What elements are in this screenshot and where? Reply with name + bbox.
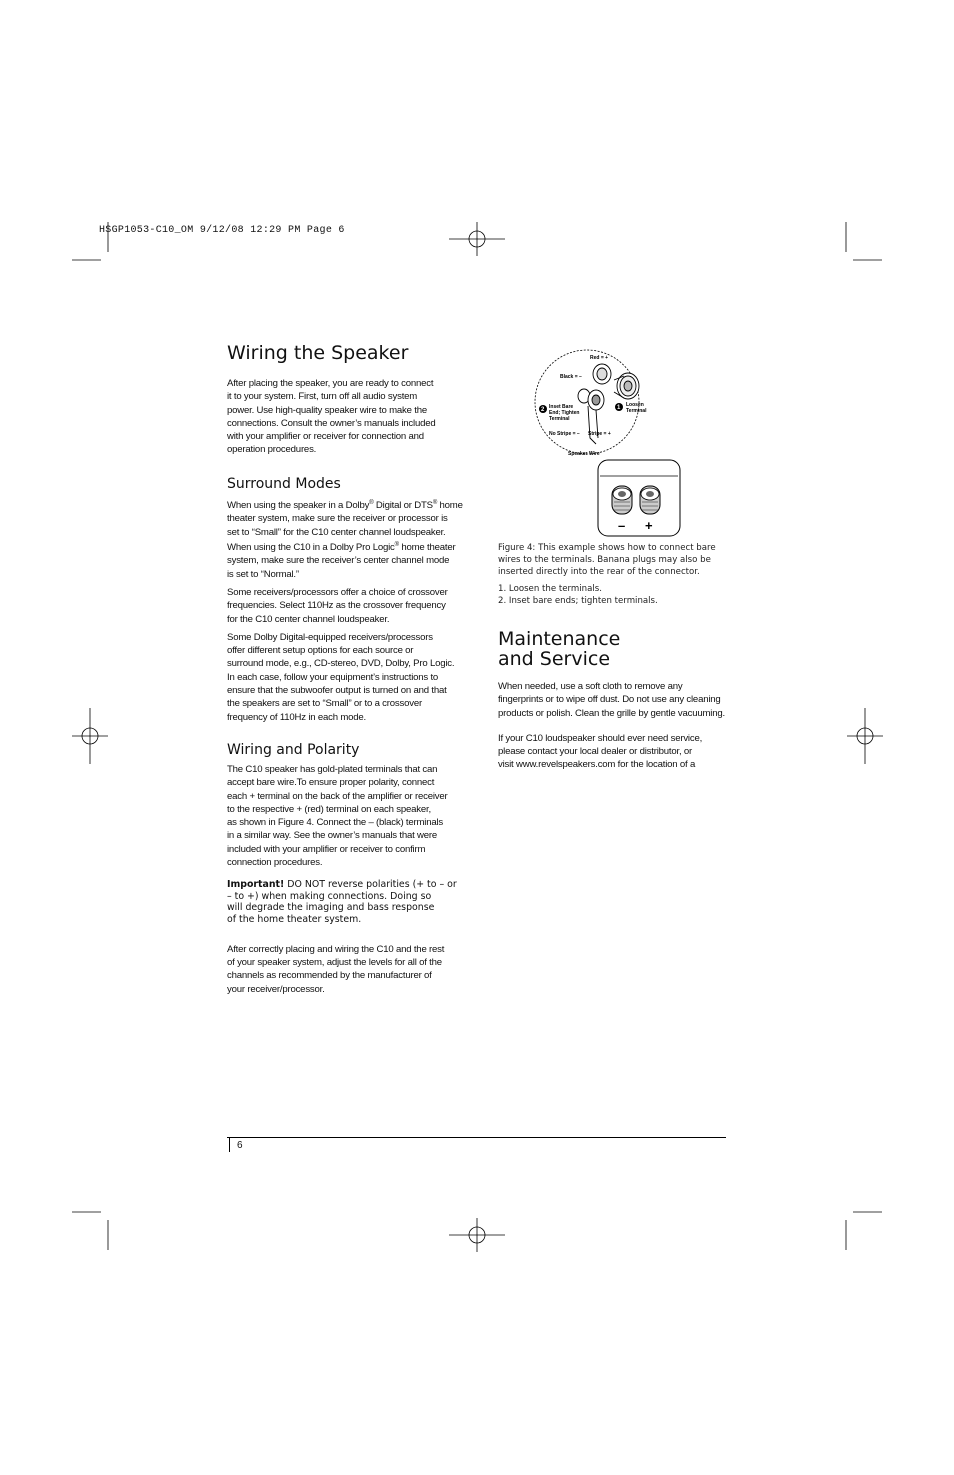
page-number: 6 xyxy=(237,1140,243,1151)
label-loosen: Terminal xyxy=(626,408,647,414)
text-line: If your C10 loudspeaker should ever need service, xyxy=(498,732,703,744)
step-line: 2. Inset bare ends; tighten terminals. xyxy=(498,596,658,606)
text-line: ensure that the subwoofer output is turned on and that xyxy=(227,685,447,697)
text-line: products or polish. Clean the grille by gentle vacuuming. xyxy=(498,707,725,719)
figure-4-diagram xyxy=(530,348,690,540)
text-span: Digital or DTS xyxy=(373,499,433,511)
text-line: set to “Small” for the C10 center channel loudspeaker. xyxy=(227,526,446,538)
text-line xyxy=(227,879,467,891)
text-line: your receiver/processor. xyxy=(227,983,325,995)
connector-plate xyxy=(598,460,680,536)
text-line: system, make sure the receiver’s center channel mode xyxy=(227,555,450,567)
levels-paragraph xyxy=(227,943,467,996)
text-line: as shown in Figure 4. Connect the – (black) terminals xyxy=(227,817,444,829)
text-line xyxy=(227,539,467,554)
text-line: is set to “Normal.” xyxy=(227,568,299,580)
text-line: operation procedures. xyxy=(227,444,317,456)
binding-post-minus xyxy=(612,486,632,514)
text-line: please contact your local dealer or distributor, or xyxy=(498,746,693,758)
maintenance-paragraph-2 xyxy=(498,732,738,772)
text-line: for the C10 center channel loudspeaker. xyxy=(227,613,390,625)
footer-tick xyxy=(229,1138,230,1152)
text-line: accept bare wire.To ensure proper polarity, connect xyxy=(227,777,435,789)
text-line: visit www.revelspeakers.com for the location of a xyxy=(498,759,696,771)
maintenance-section xyxy=(498,629,738,772)
print-slug: HSGP1053-C10_OM 9/12/08 12:29 PM Page 6 xyxy=(99,225,345,236)
title-line: Maintenance xyxy=(498,628,621,650)
footer-rule xyxy=(227,1137,726,1138)
figure-caption xyxy=(498,542,738,607)
text-line: fingerprints or to wipe off dust. Do not use any cleaning xyxy=(498,694,721,706)
text-line: Some Dolby Digital-equipped receivers/processors xyxy=(227,631,433,643)
title-line: and Service xyxy=(498,648,611,670)
text-line: to the respective + (red) terminal on each speaker, xyxy=(227,803,431,815)
minus-sign: – xyxy=(618,518,626,533)
label-red: Red = + xyxy=(590,355,609,361)
label-inset: Terminal xyxy=(549,416,570,422)
text-span: When using the C10 in a Dolby Pro Logic xyxy=(227,542,395,554)
text-line: it to your system. First, turn off all audio system xyxy=(227,391,418,403)
important-label: Important! xyxy=(227,879,285,891)
text-line: When needed, use a soft cloth to remove any xyxy=(498,681,683,692)
text-line: inserted directly into the rear of the connector. xyxy=(498,567,700,577)
text-span: home xyxy=(437,499,463,511)
label-inset: End; Tighten xyxy=(549,410,580,416)
step-line: 1. Loosen the terminals. xyxy=(498,584,602,594)
surround-paragraph-2 xyxy=(227,586,467,626)
step-2-number: 2 xyxy=(541,407,545,413)
surround-paragraph-1 xyxy=(227,497,467,581)
text-line: with your amplifier or receiver for connection and xyxy=(227,431,424,443)
label-inset: Inset Bare xyxy=(549,404,574,410)
text-span: DO NOT reverse polarities (+ to – or xyxy=(284,879,457,891)
polarity-paragraph xyxy=(227,763,467,869)
text-line: frequencies. Select 110Hz as the crossover frequency xyxy=(227,600,446,612)
text-line: After correctly placing and wiring the C10 and the rest xyxy=(227,943,445,955)
text-span: When using the speaker in a Dolby xyxy=(227,499,370,511)
step-1-number: 1 xyxy=(617,405,621,411)
text-line: theater system, make sure the receiver or processor is xyxy=(227,513,448,525)
heading-wiring-polarity: Wiring and Polarity xyxy=(227,741,360,758)
section-title-maintenance xyxy=(498,629,738,669)
label-loosen: Loosen xyxy=(626,402,644,408)
text-line: In each case, follow your equipment’s instructions to xyxy=(227,671,439,683)
text-line: frequency of 110Hz in each mode. xyxy=(227,711,367,723)
maintenance-paragraph-1 xyxy=(498,680,738,720)
text-line: connection procedures. xyxy=(227,856,323,868)
text-line: channels as recommended by the manufacturer of xyxy=(227,970,432,982)
important-note xyxy=(227,879,467,925)
registered-mark: ® xyxy=(369,499,374,506)
label-stripe: Stripe = + xyxy=(588,431,611,437)
text-line: each + terminal on the back of the amplifier or receiver xyxy=(227,790,448,802)
text-line: connections. Consult the owner’s manuals included xyxy=(227,417,436,429)
intro-paragraph xyxy=(227,377,467,457)
text-line: power. Use high-quality speaker wire to make the xyxy=(227,404,427,416)
registered-mark: ® xyxy=(394,541,399,548)
text-line: offer different setup options for each source or xyxy=(227,645,414,657)
text-line: Figure 4: This example shows how to connect bare xyxy=(498,543,716,553)
left-column xyxy=(227,343,467,996)
label-no-stripe: No Stripe = – xyxy=(549,431,580,437)
text-line: Some receivers/processors offer a choice of crossover xyxy=(227,586,448,598)
text-line: of the home theater system. xyxy=(227,914,362,926)
binding-post-plus xyxy=(640,486,660,514)
text-line: the speakers are set to “Small” or to a crossover xyxy=(227,698,422,710)
label-black: Black = – xyxy=(560,374,582,380)
text-line: After placing the speaker, you are ready to connect xyxy=(227,378,434,389)
surround-paragraph-3 xyxy=(227,631,467,724)
text-line xyxy=(227,497,467,512)
text-line: – to +) when making connections. Doing so xyxy=(227,890,432,902)
heading-surround-modes: Surround Modes xyxy=(227,475,341,492)
text-line: wires to the terminals. Banana plugs may also be xyxy=(498,555,711,565)
text-span: home theater xyxy=(398,542,456,554)
text-line: The C10 speaker has gold-plated terminals that can xyxy=(227,763,438,775)
plus-sign: + xyxy=(645,518,653,533)
text-line: surround mode, e.g., CD-stereo, DVD, Dolby, Pro Logic. xyxy=(227,658,455,670)
registered-mark: ® xyxy=(432,499,438,506)
text-line: in a similar way. See the owner’s manuals that were xyxy=(227,830,438,842)
text-line: of your speaker system, adjust the levels for all of the xyxy=(227,956,442,968)
section-title-wiring: Wiring the Speaker xyxy=(227,342,409,364)
text-line: included with your amplifier or receiver to confirm xyxy=(227,843,426,855)
text-line: will degrade the imaging and bass response xyxy=(227,902,435,914)
label-speaker-wire: Speaker Wire xyxy=(568,451,600,457)
